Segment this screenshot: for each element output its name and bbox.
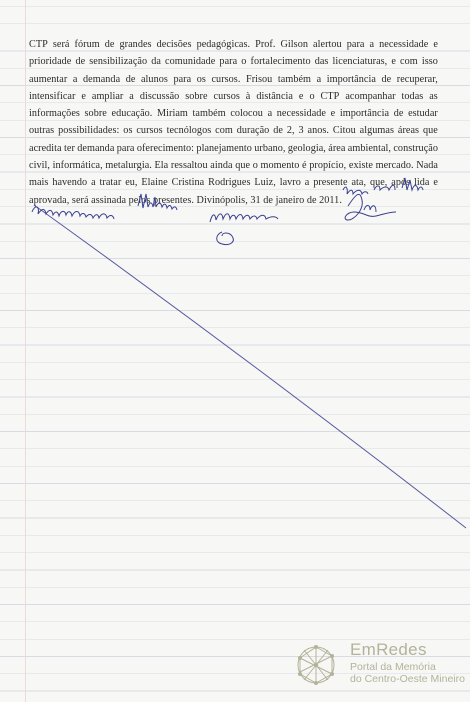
signature-3 [210, 214, 278, 245]
word: construção [393, 142, 438, 154]
word: distância [256, 90, 293, 102]
word: colocou [230, 108, 263, 120]
word: Miriam [157, 108, 188, 120]
word: existe [348, 160, 373, 172]
word: lavro [279, 177, 301, 189]
text-line [29, 36, 438, 53]
word: todas [401, 90, 424, 102]
word: possibilidades: [58, 125, 120, 137]
word: outras [29, 125, 55, 137]
word: e [298, 90, 304, 102]
word: a [267, 108, 273, 120]
word: 3 [298, 125, 304, 137]
word: decisões [156, 39, 192, 50]
word: o [252, 160, 258, 172]
word: para [173, 73, 192, 85]
word: a [316, 73, 322, 85]
logo-subtitle-line-1: Portal da Memória [350, 661, 436, 673]
word: estudar [408, 108, 438, 120]
text-line [29, 157, 438, 174]
word: área [328, 142, 346, 154]
text-line [29, 122, 438, 139]
page-margin-line [25, 0, 26, 702]
word: ambiental, [347, 142, 391, 154]
text-line-content: aprovada, será assinada pelos presentes. Divinópolis, 31 de janeiro de 2011. [29, 194, 342, 206]
word: mais [29, 177, 49, 189]
word: Cristina [171, 177, 205, 189]
word: oferecimento: [136, 142, 195, 154]
word: será [52, 39, 70, 50]
word: acredita [29, 142, 62, 154]
word: educação. [111, 108, 153, 120]
word: a [369, 39, 375, 50]
text-line [29, 53, 438, 70]
word: sobre [185, 90, 208, 102]
word: alertou [313, 39, 342, 50]
word: presente [313, 177, 348, 189]
word: o [241, 56, 247, 68]
word: Ela [154, 160, 169, 172]
word: Prof. [255, 39, 276, 50]
word: algumas [359, 125, 394, 137]
word: tratar [99, 177, 122, 189]
logo-title: EmRedes [350, 640, 427, 659]
word: cursos [136, 125, 163, 137]
word: metalurgia. [105, 160, 152, 172]
word: ainda [210, 160, 233, 172]
word: demanda [83, 73, 121, 85]
word: pedagógicas. [196, 39, 251, 50]
word: as [429, 90, 438, 102]
word: de [75, 56, 86, 68]
word: lida [414, 177, 430, 189]
word: discussão [139, 90, 180, 102]
word: de [104, 39, 115, 50]
word: que [235, 160, 251, 172]
word: a [91, 177, 96, 189]
word: cursos [213, 90, 240, 102]
word: e [433, 39, 438, 50]
word: de [393, 108, 404, 120]
cancel-diagonal-line [34, 205, 466, 528]
word: com [215, 125, 233, 137]
word: Luiz, [254, 177, 276, 189]
word: que, [369, 177, 388, 189]
text-line [29, 192, 438, 209]
word: para [116, 142, 135, 154]
word: mercado. [375, 160, 414, 172]
word: também [277, 73, 312, 85]
word: e [330, 108, 336, 120]
emredes-logo [288, 638, 464, 690]
word: informações [29, 108, 80, 120]
word: os [196, 73, 206, 85]
word: comunidade [165, 56, 216, 68]
emredes-logo-icon [288, 638, 344, 690]
word: ata, [351, 177, 367, 189]
word: e [391, 56, 396, 68]
word: CTP [320, 90, 340, 102]
word: ter [64, 142, 75, 154]
word: os [123, 125, 133, 137]
word: para [346, 39, 365, 50]
word: isso [421, 56, 438, 68]
word: Gilson [280, 39, 308, 50]
word: e [433, 177, 438, 189]
text-line [29, 105, 438, 122]
word: à [245, 90, 251, 102]
word: a [304, 177, 310, 189]
word: fórum [74, 39, 100, 50]
word: anos. [307, 125, 329, 137]
word: tecnólogos [166, 125, 212, 137]
word: cursos. [211, 73, 241, 85]
word: é [302, 160, 307, 172]
word: 2, [286, 125, 295, 137]
word: de [381, 73, 392, 85]
word: a [129, 90, 134, 102]
word: importância [326, 73, 376, 85]
word: a [72, 73, 78, 85]
word: acompanhar [345, 90, 396, 102]
word: alunos [140, 73, 168, 85]
word: ressaltou [170, 160, 208, 172]
word: CTP [29, 39, 48, 50]
word: após [391, 177, 411, 189]
word: de [273, 125, 283, 137]
word: importância [339, 108, 390, 120]
word: aumentar [29, 73, 68, 85]
word: sobre [84, 108, 107, 120]
word: da [151, 56, 161, 68]
word: demanda [77, 142, 115, 154]
text-line [29, 140, 438, 157]
word: necessidade [276, 108, 326, 120]
word: informática, [52, 160, 103, 172]
word: licenciaturas, [332, 56, 388, 68]
word: planejamento [196, 142, 252, 154]
text-line [29, 71, 438, 88]
word: sensibilização [89, 56, 148, 68]
word: Elaine [141, 177, 168, 189]
word: recuperar, [396, 73, 438, 85]
word: Rodrigues [208, 177, 251, 189]
logo-subtitle-line-2: do Centro-Oeste Mineiro [350, 673, 465, 685]
word: Nada [416, 160, 438, 172]
word: Citou [332, 125, 356, 137]
word: momento [260, 160, 300, 172]
word: fortalecimento [250, 56, 311, 68]
word: eu, [125, 177, 138, 189]
text-line [29, 88, 438, 105]
text-line [29, 174, 438, 191]
word: e [81, 90, 86, 102]
word: intensificar [29, 90, 76, 102]
word: prioridade [29, 56, 72, 68]
word: áreas [397, 125, 420, 137]
word: que [422, 125, 438, 137]
word: havendo [52, 177, 88, 189]
word: necessidade [379, 39, 429, 50]
word: urbano, [254, 142, 286, 154]
word: também [192, 108, 226, 120]
word: propício, [309, 160, 347, 172]
word: o [309, 90, 315, 102]
word: das [314, 56, 329, 68]
word: geologia, [287, 142, 326, 154]
minutes-text [29, 36, 438, 209]
word: de [125, 73, 136, 85]
word: civil, [29, 160, 50, 172]
word: com [400, 56, 418, 68]
word: grandes [119, 39, 152, 50]
word: duração [236, 125, 270, 137]
word: para [219, 56, 238, 68]
word: ampliar [91, 90, 124, 102]
word: Frisou [245, 73, 273, 85]
